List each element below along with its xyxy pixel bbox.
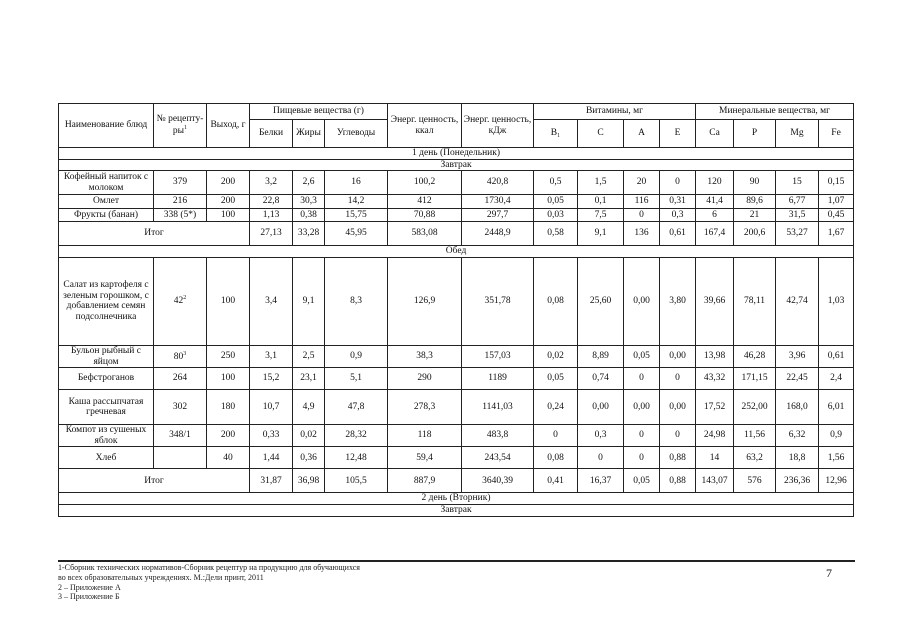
min-mg: 53,27: [776, 222, 819, 246]
vit-b1: 0,41: [534, 469, 578, 493]
min-mg: 18,8: [776, 447, 819, 469]
header-name: Наименование блюд: [59, 104, 154, 148]
proteins: 3,4: [250, 257, 293, 345]
dish-name: Омлет: [59, 195, 154, 209]
header-vitamins: Витамины, мг: [534, 104, 696, 120]
vit-b1: 0,08: [534, 447, 578, 469]
vit-c: 25,60: [578, 257, 624, 345]
fats: 0,36: [293, 447, 325, 469]
meal-header-row: [59, 505, 854, 517]
dish-name: Бефстроганов: [59, 368, 154, 390]
min-fe: 1,67: [819, 222, 854, 246]
min-ca: 143,07: [696, 469, 734, 493]
recipe-no: $80^3$: [154, 345, 207, 367]
min-p: 252,00: [734, 390, 776, 425]
header-vit-a: A: [624, 120, 660, 148]
energy-kcal: 278,3: [388, 390, 462, 425]
vit-b1: 0,58: [534, 222, 578, 246]
energy-kcal: 70,88: [388, 209, 462, 222]
header-vit-e: E: [660, 120, 696, 148]
min-p: 63,2: [734, 447, 776, 469]
vit-e: 0,3: [660, 209, 696, 222]
carbs: 105,5: [325, 469, 388, 493]
min-ca: 41,4: [696, 195, 734, 209]
carbs: 15,75: [325, 209, 388, 222]
proteins: 0,33: [250, 425, 293, 447]
vit-e: 0: [660, 368, 696, 390]
energy-kj: 243,54: [462, 447, 534, 469]
vit-e: 0,61: [660, 222, 696, 246]
day-header-row: [59, 148, 854, 160]
energy-kj: 2448,9: [462, 222, 534, 246]
recipe-no: 216: [154, 195, 207, 209]
energy-kj: 420,8: [462, 171, 534, 195]
vit-a: 0: [624, 209, 660, 222]
min-fe: 1,03: [819, 257, 854, 345]
min-mg: 6,77: [776, 195, 819, 209]
energy-kcal: 126,9: [388, 257, 462, 345]
recipe-no: 348/1: [154, 425, 207, 447]
table-row: [59, 390, 854, 425]
vit-a: 20: [624, 171, 660, 195]
total-label: Итог: [59, 222, 250, 246]
header-proteins: Белки: [250, 120, 293, 148]
min-ca: 17,52: [696, 390, 734, 425]
meal-header-row: [59, 159, 854, 171]
vit-e: 0,31: [660, 195, 696, 209]
recipe-no: [154, 447, 207, 469]
min-mg: 3,96: [776, 345, 819, 367]
energy-kj: 1730,4: [462, 195, 534, 209]
dish-name: Компот из сушеных яблок: [59, 425, 154, 447]
header-min-mg: Mg: [776, 120, 819, 148]
energy-kj: 297,7: [462, 209, 534, 222]
header-min-fe: Fe: [819, 120, 854, 148]
proteins: 1,44: [250, 447, 293, 469]
dish-name: Бульон рыбный с яйцом: [59, 345, 154, 367]
output: 100: [207, 209, 250, 222]
header-min-p: P: [734, 120, 776, 148]
min-p: 200,6: [734, 222, 776, 246]
min-mg: 236,36: [776, 469, 819, 493]
carbs: 0,9: [325, 345, 388, 367]
min-ca: 43,32: [696, 368, 734, 390]
recipe-no: 379: [154, 171, 207, 195]
proteins: 22,8: [250, 195, 293, 209]
fats: 2,6: [293, 171, 325, 195]
vit-b1: 0,05: [534, 195, 578, 209]
vit-c: 16,37: [578, 469, 624, 493]
recipe-no: 338 (5*): [154, 209, 207, 222]
vit-c: 0,1: [578, 195, 624, 209]
output: 100: [207, 257, 250, 345]
fats: 23,1: [293, 368, 325, 390]
carbs: 47,8: [325, 390, 388, 425]
vit-a: 0: [624, 425, 660, 447]
carbs: 8,3: [325, 257, 388, 345]
vit-b1: 0,24: [534, 390, 578, 425]
header-energy-kj: Энерг. ценность, кДж: [462, 104, 534, 148]
vit-c: 9,1: [578, 222, 624, 246]
min-ca: 39,66: [696, 257, 734, 345]
energy-kj: 157,03: [462, 345, 534, 367]
footnotes: [58, 563, 618, 602]
energy-kcal: 100,2: [388, 171, 462, 195]
footnote-divider: [58, 560, 855, 562]
output: 40: [207, 447, 250, 469]
vit-c: 0,00: [578, 390, 624, 425]
proteins: 3,1: [250, 345, 293, 367]
energy-kcal: 59,4: [388, 447, 462, 469]
table-row: [59, 345, 854, 367]
vit-b1: 0,03: [534, 209, 578, 222]
proteins: 15,2: [250, 368, 293, 390]
footnote-1b: во всех образовательных учреждениях. М.:Дели принт, 2011: [58, 572, 264, 582]
header-energy-kcal: Энерг. ценность, ккал: [388, 104, 462, 148]
header-nutrients: Пищевые вещества (г): [250, 104, 388, 120]
energy-kcal: 290: [388, 368, 462, 390]
energy-kj: 351,78: [462, 257, 534, 345]
min-ca: 13,98: [696, 345, 734, 367]
fats: 30,3: [293, 195, 325, 209]
footnote-1a: 1-Сборник технических нормативов-Сборник рецептур на продукцию для обучающихся: [58, 563, 360, 572]
fats: 9,1: [293, 257, 325, 345]
min-fe: 0,45: [819, 209, 854, 222]
energy-kj: 1189: [462, 368, 534, 390]
min-fe: 1,56: [819, 447, 854, 469]
day2-breakfast-label: Завтрак: [59, 505, 854, 517]
output: 200: [207, 425, 250, 447]
vit-a: 0,05: [624, 469, 660, 493]
proteins: 31,87: [250, 469, 293, 493]
vit-a: 0: [624, 368, 660, 390]
energy-kcal: 583,08: [388, 222, 462, 246]
carbs: 5,1: [325, 368, 388, 390]
vit-c: 0: [578, 447, 624, 469]
carbs: 14,2: [325, 195, 388, 209]
day2-label: 2 день (Вторник): [59, 493, 854, 505]
min-fe: 0,61: [819, 345, 854, 367]
min-p: 171,15: [734, 368, 776, 390]
output: 180: [207, 390, 250, 425]
table-row: [59, 425, 854, 447]
min-fe: 12,96: [819, 469, 854, 493]
header-minerals: Минеральные вещества, мг: [696, 104, 854, 120]
header-carbs: Углеводы: [325, 120, 388, 148]
header-min-ca: Ca: [696, 120, 734, 148]
fats: 33,28: [293, 222, 325, 246]
min-mg: 22,45: [776, 368, 819, 390]
vit-c: 8,89: [578, 345, 624, 367]
footnote-2: 2 – Приложение А: [58, 582, 121, 592]
vit-e: 0,00: [660, 390, 696, 425]
min-p: 89,6: [734, 195, 776, 209]
vit-a: 0,00: [624, 257, 660, 345]
proteins: 10,7: [250, 390, 293, 425]
table-row: [59, 171, 854, 195]
energy-kj: 483,8: [462, 425, 534, 447]
fats: 0,02: [293, 425, 325, 447]
min-ca: 6: [696, 209, 734, 222]
header-output: Выход, г: [207, 104, 250, 148]
dish-name: Салат из картофеля с зеленым горошком, с добавлением семян подсолнечника: [59, 257, 154, 345]
fats: 4,9: [293, 390, 325, 425]
output: 200: [207, 195, 250, 209]
min-ca: 120: [696, 171, 734, 195]
carbs: 16: [325, 171, 388, 195]
total-label: Итог: [59, 469, 250, 493]
header-row-1: [59, 104, 854, 120]
carbs: 28,32: [325, 425, 388, 447]
vit-e: 0,88: [660, 469, 696, 493]
vit-b1: 0,5: [534, 171, 578, 195]
carbs: 12,48: [325, 447, 388, 469]
vit-e: 3,80: [660, 257, 696, 345]
table-row: [59, 447, 854, 469]
output: 100: [207, 368, 250, 390]
total-row: [59, 469, 854, 493]
min-ca: 24,98: [696, 425, 734, 447]
min-p: 90: [734, 171, 776, 195]
energy-kcal: 887,9: [388, 469, 462, 493]
min-ca: 167,4: [696, 222, 734, 246]
menu-table: [58, 103, 854, 517]
min-mg: 42,74: [776, 257, 819, 345]
recipe-no: 264: [154, 368, 207, 390]
vit-a: 0,00: [624, 390, 660, 425]
page-number: 7: [826, 566, 832, 580]
dish-name: Фрукты (банан): [59, 209, 154, 222]
table-row: [59, 209, 854, 222]
day1-lunch-label: Обед: [59, 246, 854, 258]
day1-breakfast-label: Завтрак: [59, 159, 854, 171]
total-row: [59, 222, 854, 246]
vit-b1: 0: [534, 425, 578, 447]
min-p: 21: [734, 209, 776, 222]
vit-c: 7,5: [578, 209, 624, 222]
dish-name: Каша рассыпчатая гречневая: [59, 390, 154, 425]
proteins: 1,13: [250, 209, 293, 222]
min-p: 576: [734, 469, 776, 493]
recipe-no: 302: [154, 390, 207, 425]
min-p: 11,56: [734, 425, 776, 447]
recipe-no: $42^2$: [154, 257, 207, 345]
vit-e: 0: [660, 171, 696, 195]
vit-c: 0,3: [578, 425, 624, 447]
vit-b1: 0,08: [534, 257, 578, 345]
dish-name: Кофейный напиток с молоком: [59, 171, 154, 195]
day1-label: 1 день (Понедельник): [59, 148, 854, 160]
footnote-3: 3 – Приложение Б: [58, 592, 120, 602]
min-fe: 1,07: [819, 195, 854, 209]
header-vit-b1: B₁: [534, 120, 578, 148]
fats: 36,98: [293, 469, 325, 493]
min-fe: 2,4: [819, 368, 854, 390]
meal-header-row: [59, 246, 854, 258]
min-mg: 6,32: [776, 425, 819, 447]
vit-a: 136: [624, 222, 660, 246]
min-p: 46,28: [734, 345, 776, 367]
energy-kcal: 118: [388, 425, 462, 447]
min-mg: 31,5: [776, 209, 819, 222]
dish-name: Хлеб: [59, 447, 154, 469]
min-p: 78,11: [734, 257, 776, 345]
min-ca: 14: [696, 447, 734, 469]
header-vit-c: C: [578, 120, 624, 148]
vit-a: 0,05: [624, 345, 660, 367]
energy-kj: 3640,39: [462, 469, 534, 493]
energy-kcal: 38,3: [388, 345, 462, 367]
vit-b1: 0,02: [534, 345, 578, 367]
carbs: 45,95: [325, 222, 388, 246]
vit-a: 116: [624, 195, 660, 209]
header-fats: Жиры: [293, 120, 325, 148]
vit-b1: 0,05: [534, 368, 578, 390]
vit-e: 0: [660, 425, 696, 447]
energy-kj: 1141,03: [462, 390, 534, 425]
min-mg: 168,0: [776, 390, 819, 425]
table-row: [59, 195, 854, 209]
day-header-row: [59, 493, 854, 505]
proteins: 3,2: [250, 171, 293, 195]
table-row: [59, 368, 854, 390]
vit-e: 0,00: [660, 345, 696, 367]
fats: 2,5: [293, 345, 325, 367]
energy-kcal: 412: [388, 195, 462, 209]
min-fe: 0,15: [819, 171, 854, 195]
output: 250: [207, 345, 250, 367]
fats: 0,38: [293, 209, 325, 222]
proteins: 27,13: [250, 222, 293, 246]
min-fe: 0,9: [819, 425, 854, 447]
vit-a: 0: [624, 447, 660, 469]
output: 200: [207, 171, 250, 195]
min-mg: 15: [776, 171, 819, 195]
min-fe: 6,01: [819, 390, 854, 425]
vit-c: 1,5: [578, 171, 624, 195]
header-recipe-no: № рецепту-$ры^1$: [154, 104, 207, 148]
vit-c: 0,74: [578, 368, 624, 390]
table-row: [59, 257, 854, 345]
vit-e: 0,88: [660, 447, 696, 469]
